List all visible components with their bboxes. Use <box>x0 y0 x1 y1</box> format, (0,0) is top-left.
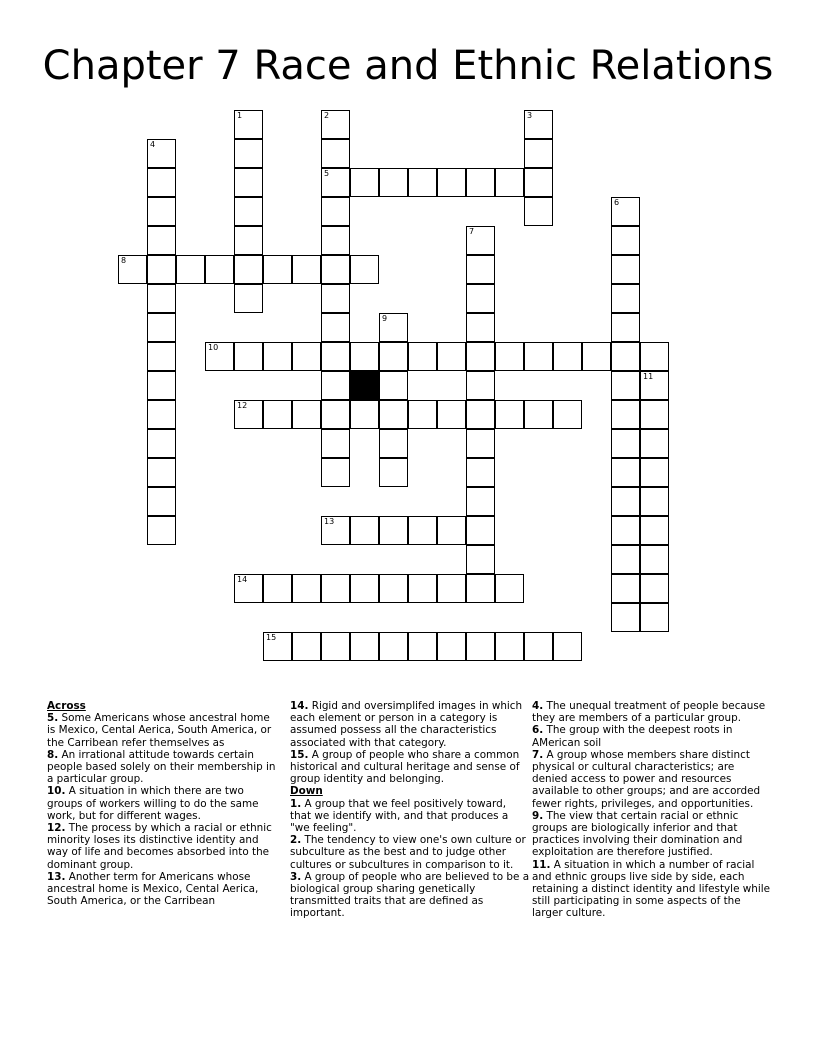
grid-cell[interactable] <box>234 574 263 603</box>
clue-number: 4 <box>150 140 156 149</box>
clue-number: 11 <box>643 372 654 381</box>
grid-cell[interactable] <box>408 574 437 603</box>
grid-cell[interactable] <box>437 400 466 429</box>
clue-number: 7 <box>469 227 475 236</box>
clue-number: 12 <box>237 401 248 410</box>
grid-cell[interactable] <box>263 400 292 429</box>
grid-cell[interactable] <box>234 110 263 139</box>
grid-cell[interactable] <box>147 313 176 342</box>
grid-cell[interactable] <box>466 342 495 371</box>
clue-num: 11. <box>532 858 551 871</box>
clue-item <box>532 749 770 810</box>
clue-item <box>47 749 279 786</box>
grid-cell[interactable] <box>147 342 176 371</box>
grid-cell[interactable] <box>350 168 379 197</box>
grid-cell[interactable] <box>466 255 495 284</box>
clue-num: 12. <box>47 822 66 835</box>
grid-cell[interactable] <box>553 632 582 661</box>
grid-cell[interactable] <box>350 574 379 603</box>
grid-cell[interactable] <box>466 516 495 545</box>
grid-cell[interactable] <box>408 168 437 197</box>
grid-cell[interactable] <box>640 603 669 632</box>
grid-cell[interactable] <box>379 313 408 342</box>
grid-cell[interactable] <box>640 371 669 400</box>
grid-cell[interactable] <box>640 516 669 545</box>
grid-cell[interactable] <box>437 516 466 545</box>
grid-cell[interactable] <box>379 516 408 545</box>
grid-cell[interactable] <box>147 197 176 226</box>
grid-cell[interactable] <box>234 197 263 226</box>
grid-cell[interactable] <box>466 545 495 574</box>
grid-cell[interactable] <box>321 574 350 603</box>
black-square <box>350 371 379 400</box>
grid-cell[interactable] <box>234 342 263 371</box>
grid-cell[interactable] <box>495 400 524 429</box>
clue-num: 10. <box>47 785 66 798</box>
grid-cell[interactable] <box>466 226 495 255</box>
clue-text: A group of people who share a common historical and cultural heritage and sense of group identity and belonging. <box>290 748 520 786</box>
grid-cell[interactable] <box>350 632 379 661</box>
grid-cell[interactable] <box>466 284 495 313</box>
grid-cell[interactable] <box>234 284 263 313</box>
grid-cell[interactable] <box>176 255 205 284</box>
grid-cell[interactable] <box>611 342 640 371</box>
clue-text: The process by which a racial or ethnic minority loses its distinctive identity and way of life and becomes absorbed into the dominant group. <box>47 822 272 871</box>
grid-cell[interactable] <box>466 429 495 458</box>
grid-cell[interactable] <box>234 400 263 429</box>
grid-cell[interactable] <box>321 429 350 458</box>
clue-number: 5 <box>324 169 330 178</box>
clue-text: Rigid and oversimplifed images in which each element or person in a category is assumed possess all the characteristics associated with that category. <box>290 700 523 749</box>
clue-number: 3 <box>527 111 533 120</box>
grid-cell[interactable] <box>611 313 640 342</box>
grid-cell[interactable] <box>147 226 176 255</box>
grid-cell[interactable] <box>321 197 350 226</box>
grid-cell[interactable] <box>379 632 408 661</box>
grid-cell[interactable] <box>466 574 495 603</box>
grid-cell[interactable] <box>466 371 495 400</box>
clue-number: 15 <box>266 633 277 642</box>
clue-item <box>47 822 279 871</box>
clue-text: A situation in which a number of racial and ethnic groups live side by side, each retaining a distinct identity and lifestyle while still participating in some aspects of the larger culture. <box>532 858 771 920</box>
clue-number: 10 <box>208 343 219 352</box>
grid-cell[interactable] <box>147 371 176 400</box>
grid-cell[interactable] <box>234 139 263 168</box>
grid-cell[interactable] <box>640 574 669 603</box>
grid-cell[interactable] <box>321 458 350 487</box>
clue-item <box>47 712 279 749</box>
grid-cell[interactable] <box>437 632 466 661</box>
grid-cell[interactable] <box>611 400 640 429</box>
grid-cell[interactable] <box>147 458 176 487</box>
grid-cell[interactable] <box>321 313 350 342</box>
grid-cell[interactable] <box>640 458 669 487</box>
clue-text: A group of people who are believed to be a biological group sharing genetically transmitted traits that are defined as important. <box>290 870 530 920</box>
grid-cell[interactable] <box>437 168 466 197</box>
grid-cell[interactable] <box>611 371 640 400</box>
clue-text: The tendency to view one's own culture or subculture as the best and to judge other cultures or subcultures in comparison to it. <box>290 834 526 871</box>
clue-text: The group with the deepest roots in AMerican soil <box>532 724 733 749</box>
clue-item <box>290 871 530 920</box>
grid-cell[interactable] <box>321 255 350 284</box>
page-title: Chapter 7 Race and Ethnic Relations <box>42 43 774 89</box>
grid-cell[interactable] <box>582 342 611 371</box>
grid-cell[interactable] <box>350 342 379 371</box>
clue-item <box>532 810 770 859</box>
grid-cell[interactable] <box>640 342 669 371</box>
grid-cell[interactable] <box>640 487 669 516</box>
grid-cell[interactable] <box>292 255 321 284</box>
clue-item <box>290 749 530 786</box>
grid-cell[interactable] <box>640 429 669 458</box>
grid-cell[interactable] <box>611 255 640 284</box>
grid-cell[interactable] <box>524 168 553 197</box>
grid-cell[interactable] <box>147 400 176 429</box>
clue-num: 1. <box>290 797 302 810</box>
grid-cell[interactable] <box>495 632 524 661</box>
clue-num: 2. <box>290 834 302 847</box>
grid-cell[interactable] <box>234 255 263 284</box>
grid-cell[interactable] <box>292 342 321 371</box>
grid-cell[interactable] <box>379 458 408 487</box>
clue-num: 14. <box>290 700 309 712</box>
clue-item <box>290 700 530 749</box>
grid-cell[interactable] <box>524 197 553 226</box>
clue-item <box>290 798 530 835</box>
grid-cell[interactable] <box>147 429 176 458</box>
grid-cell[interactable] <box>495 574 524 603</box>
clue-item <box>47 785 279 822</box>
grid-cell[interactable] <box>321 632 350 661</box>
grid-cell[interactable] <box>437 574 466 603</box>
grid-cell[interactable] <box>321 168 350 197</box>
grid-cell[interactable] <box>611 458 640 487</box>
grid-cell[interactable] <box>408 632 437 661</box>
grid-cell[interactable] <box>379 429 408 458</box>
grid-cell[interactable] <box>524 342 553 371</box>
clue-text: The unequal treatment of people because they are members of a particular group. <box>532 700 766 725</box>
grid-cell[interactable] <box>553 342 582 371</box>
clue-number: 14 <box>237 575 248 584</box>
grid-cell[interactable] <box>611 226 640 255</box>
grid-cell[interactable] <box>147 516 176 545</box>
clue-item <box>532 859 770 920</box>
clue-number: 1 <box>237 111 243 120</box>
grid-cell[interactable] <box>408 516 437 545</box>
clue-number: 6 <box>614 198 620 207</box>
grid-cell[interactable] <box>234 168 263 197</box>
grid-cell[interactable] <box>611 516 640 545</box>
grid-cell[interactable] <box>611 487 640 516</box>
clue-text: An irrational attitude towards certain people based solely on their membership in a particular group. <box>47 748 276 786</box>
clue-number: 8 <box>121 256 127 265</box>
clue-item <box>47 871 279 908</box>
clue-num: 13. <box>47 870 66 883</box>
grid-cell[interactable] <box>466 168 495 197</box>
grid-cell[interactable] <box>205 255 234 284</box>
grid-cell[interactable] <box>408 342 437 371</box>
across-heading: Across <box>47 700 86 712</box>
grid-cell[interactable] <box>495 168 524 197</box>
grid-cell[interactable] <box>147 168 176 197</box>
clue-number: 2 <box>324 111 330 120</box>
grid-cell[interactable] <box>524 110 553 139</box>
clue-num: 7. <box>532 748 544 761</box>
down-heading: Down <box>290 785 323 798</box>
grid-cell[interactable] <box>321 516 350 545</box>
clue-text: The view that certain racial or ethnic groups are biologically inferior and that practices involving their domination and exploitation are therefore justified. <box>532 809 743 859</box>
grid-cell[interactable] <box>263 255 292 284</box>
grid-cell[interactable] <box>611 603 640 632</box>
grid-cell[interactable] <box>292 574 321 603</box>
grid-cell[interactable] <box>640 400 669 429</box>
clue-number: 9 <box>382 314 388 323</box>
clue-item <box>532 724 770 748</box>
clue-item <box>290 834 530 871</box>
grid-cell[interactable] <box>495 342 524 371</box>
clue-num: 4. <box>532 700 544 712</box>
grid-cell[interactable] <box>466 458 495 487</box>
grid-cell[interactable] <box>147 139 176 168</box>
grid-cell[interactable] <box>611 545 640 574</box>
clue-num: 5. <box>47 712 59 725</box>
grid-cell[interactable] <box>292 632 321 661</box>
grid-cell[interactable] <box>321 342 350 371</box>
clue-num: 3. <box>290 870 302 883</box>
grid-cell[interactable] <box>379 342 408 371</box>
grid-cell[interactable] <box>379 371 408 400</box>
grid-cell[interactable] <box>321 226 350 255</box>
grid-cell[interactable] <box>263 632 292 661</box>
grid-cell[interactable] <box>350 255 379 284</box>
grid-cell[interactable] <box>611 429 640 458</box>
grid-cell[interactable] <box>147 487 176 516</box>
grid-cell[interactable] <box>321 371 350 400</box>
clue-text: A situation in which there are two groups of workers willing to do the same work, but for different wages. <box>47 785 259 822</box>
clue-column-3 <box>532 700 770 920</box>
grid-cell[interactable] <box>379 400 408 429</box>
grid-cell[interactable] <box>321 400 350 429</box>
grid-cell[interactable] <box>524 400 553 429</box>
grid-cell[interactable] <box>408 400 437 429</box>
grid-cell[interactable] <box>611 284 640 313</box>
grid-cell[interactable] <box>263 574 292 603</box>
clue-text: A group that we feel positively toward, that we identify with, and that produces a "we feeling". <box>290 797 509 835</box>
grid-cell[interactable] <box>553 400 582 429</box>
grid-cell[interactable] <box>147 284 176 313</box>
grid-cell[interactable] <box>205 342 234 371</box>
grid-cell[interactable] <box>321 110 350 139</box>
clue-num: 8. <box>47 748 59 761</box>
grid-cell[interactable] <box>321 139 350 168</box>
grid-cell[interactable] <box>466 632 495 661</box>
grid-cell[interactable] <box>524 632 553 661</box>
grid-cell[interactable] <box>640 545 669 574</box>
grid-cell[interactable] <box>611 197 640 226</box>
grid-cell[interactable] <box>292 400 321 429</box>
grid-cell[interactable] <box>466 400 495 429</box>
clue-number: 13 <box>324 517 335 526</box>
clue-item <box>532 700 770 724</box>
grid-cell[interactable] <box>321 284 350 313</box>
grid-cell[interactable] <box>234 226 263 255</box>
grid-cell[interactable] <box>611 574 640 603</box>
grid-cell[interactable] <box>437 342 466 371</box>
clue-num: 6. <box>532 724 544 737</box>
grid-cell[interactable] <box>379 168 408 197</box>
clue-column-2 <box>290 700 530 920</box>
clue-text: A group whose members share distinct physical or cultural characteristics; are denied access to power and resources available to other groups; and are accorded fewer rights, privileges, and opportunities. <box>532 748 761 810</box>
clue-num: 15. <box>290 748 309 761</box>
grid-cell[interactable] <box>147 255 176 284</box>
grid-cell[interactable] <box>118 255 147 284</box>
grid-cell[interactable] <box>524 139 553 168</box>
clue-text: Another term for Americans whose ancestral home is Mexico, Cental Aerica, South America, or the Carribean <box>47 870 259 908</box>
grid-cell[interactable] <box>350 400 379 429</box>
grid-cell[interactable] <box>379 574 408 603</box>
grid-cell[interactable] <box>263 342 292 371</box>
grid-cell[interactable] <box>466 313 495 342</box>
grid-cell[interactable] <box>350 516 379 545</box>
clue-num: 9. <box>532 809 544 822</box>
clue-text: Some Americans whose ancestral home is Mexico, Cental Aerica, South America, or the Carribean refer themselves as <box>47 712 272 749</box>
grid-cell[interactable] <box>466 487 495 516</box>
clue-column-1 <box>47 700 279 907</box>
